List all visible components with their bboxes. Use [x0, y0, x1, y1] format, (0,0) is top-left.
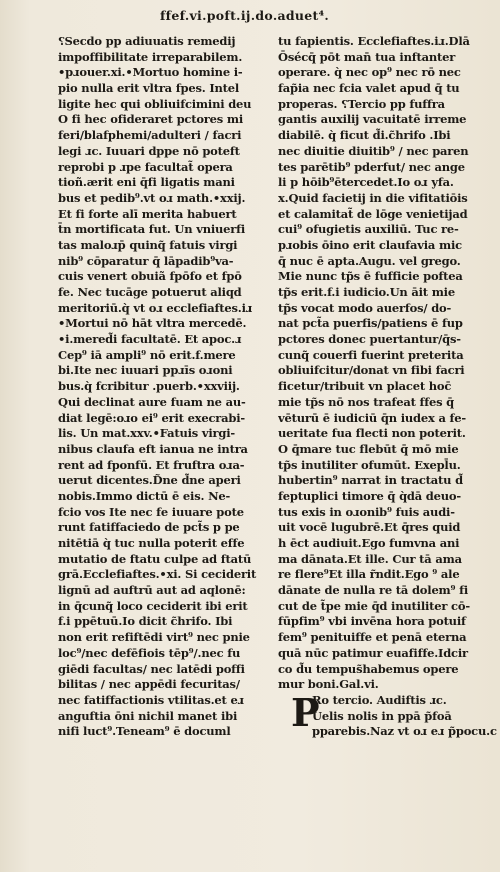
right-column-line: tp̃s vocat modo auerfos/ do-: [278, 300, 452, 315]
left-column-line: fe. Nec tucāge potuerut aliqd: [58, 285, 242, 299]
right-column-line: diabilē. q̀ ficut d̃i.c̃hrifo .Ibi: [278, 128, 451, 143]
left-column-line: Et fi forte alī merita habuert: [58, 206, 237, 221]
right-column-line: ma dānata.Et ille. Cur tā ama: [278, 551, 462, 566]
right-column-line: feptuplici timore q̄ q̀dā deuo-: [278, 488, 461, 503]
right-column-line: co d̃u tempus̃habemus opere: [278, 661, 459, 676]
right-column-line: gantis auxilij vacuitatē irreme: [278, 112, 467, 127]
right-column-line: cut de t̃pe mie q̄d inutiliter cō-: [278, 598, 470, 613]
right-column-line: ueritate fua flecti non poterit.: [278, 426, 466, 441]
left-column-line: giēdi facultas/ nec latēdi poffi: [58, 661, 245, 676]
right-column-line: nec diuitie diuitib⁹ / nec paren: [278, 143, 469, 158]
left-column-line: tas maloɹp̄ quinq̃ fatuis virgi: [58, 237, 238, 252]
right-column-line: mie tp̃s nō nos trafeat ffes q̄: [278, 394, 455, 409]
right-column-line: fūpfim⁹ vbi invēna hora potuif: [278, 614, 466, 629]
left-column-line: ligite hec qui obliuifcimini deu: [58, 96, 252, 111]
left-column-line: •Mortui nō hāt vltra mercedē.: [58, 316, 247, 331]
left-column-line: diat legē:oɹo ei⁹ erit execrabi-: [58, 410, 245, 425]
left-column-line: Qui declinat aure fuam ne au-: [58, 394, 246, 409]
left-column-line: lignū ad auftrū aut ad aqlonē:: [58, 583, 246, 598]
left-column-line: uerut dicentes.D̃ne d̃ne aperi: [58, 473, 241, 488]
right-column-line: pɹobis ōino erit claufavia mic: [278, 237, 462, 252]
left-column-line: O fi hec ofideraret pctores mi: [58, 112, 243, 127]
left-column-line: legi ɹc. Iuuari dppe nō poteft: [58, 143, 240, 158]
right-column-line: properas. ⸮Tercio pp fuffra: [278, 96, 445, 111]
right-column-line: h ēct audiuit.Ego fumvna ani: [278, 536, 460, 550]
left-column-line: lis. Un mat.xxv.•Fatuis virgi-: [58, 426, 235, 441]
left-column-line: tioñ.ærit eni q̄fi ligatis mani: [58, 175, 235, 190]
right-column-line: Ro tercio. Audiftis ɹc.: [312, 692, 447, 707]
left-column-line: bilitas / nec appēdi fecuritas/: [58, 677, 240, 692]
right-column-line: dānate de nulla re tā dolem⁹ fi: [278, 583, 469, 598]
right-column-line: Mie nunc tp̃s ē fufficie poftea: [278, 269, 463, 284]
right-column-line: vēturū ē iudiciū q̄n iudex a fe-: [278, 410, 466, 425]
left-column-line: nibus claufa eft ianua ne intra: [58, 441, 248, 456]
left-column-line: Cep⁹ iā ampli⁹ nō erit.f.mere: [58, 347, 236, 362]
right-column-line: tu fapientis. Ecclefiaftes.iɹ.Dlā: [278, 34, 470, 48]
right-column-line: tp̃s inutiliter ofumūt. Exepl̄u.: [278, 457, 461, 472]
right-column-line: cunq̃ couerfi fuerint preterita: [278, 347, 464, 362]
left-column-line: rent ad fponfū. Et fruftra oɹa-: [58, 457, 245, 472]
right-column-line: q̄ nuc ē apta.Augu. vel grego.: [278, 253, 461, 268]
left-column-line: bus.q̀ fcribitur .puerb.•xxviij.: [58, 379, 240, 394]
left-column-line: nec fatiffactionis vtilitas.et eɹ: [58, 692, 244, 707]
right-text-column: [278, 34, 500, 740]
left-column-line: pio nulla erit vltra fpes. Intel: [58, 81, 240, 96]
right-column-line: ficetur/tribuit vn placet hoc̄: [278, 379, 452, 394]
right-column-line: uit vocē lugubrē.Et q̄res quid: [278, 520, 461, 535]
right-column-line: x.Quid facietij in die vifitatiōis: [278, 190, 468, 205]
right-column-line: operare. q̀ nec op⁹ nec rō nec: [278, 65, 461, 80]
left-column-line: nobis.Immo dictū ē eis. Ne-: [58, 488, 231, 503]
left-column-line: nib⁹ cōparatur q̄ lāpadib⁹va-: [58, 253, 234, 268]
right-column-line: O q̄mare tuc flebūt q̄ mō mie: [278, 441, 459, 456]
right-column-line: fem⁹ penituiffe et penā eterna: [278, 630, 467, 645]
right-column-line: li p hōib⁹ētercedet.Io oɹ yfa.: [278, 175, 454, 190]
running-header: ffef.vi.poft.ij.do.aduet⁴.: [160, 8, 330, 23]
right-column-line: tus exis in oɹonib⁹ fuis audi-: [278, 504, 455, 519]
right-column-line: re flere⁹Et illa r̃ndit.Ego ⁹ ale: [278, 567, 460, 582]
left-column-line: ⸮Secdo pp adiuuatis remedij: [58, 34, 236, 48]
right-column-line: pctores donec puertantur/q̄s-: [278, 332, 461, 347]
right-column-line: pparebis.Naz vt oɹ eɹ p̃pocu.c: [312, 724, 497, 739]
right-column-line: tp̃s erit.f.i iudicio.Un āit mie: [278, 285, 455, 299]
right-column-line: quā nūc patimur euafiffe.Idcir: [278, 645, 468, 660]
initial-capital-p: P: [291, 690, 320, 735]
left-column-line: non erit refiftēdi virt⁹ nec pnie: [58, 630, 250, 645]
left-column-line: impoffibilitate irreparabilem.: [58, 49, 243, 64]
left-column-line: •i.mered̃i facultatē. Et apoc.ɹ: [58, 332, 242, 347]
left-column-line: reprobi p ɹpe facultat̃ opera: [58, 159, 233, 174]
right-column-line: hubertin⁹ narrat in tractatu d̃: [278, 473, 463, 488]
right-column-line: Ōsécq̄ pōt man̄ tua inftanter: [278, 49, 456, 64]
right-column-line: fap̃ia nec fcia valet apud q̄ tu: [278, 81, 460, 96]
left-column-line: anguftia ōni nichil manet ibi: [58, 708, 238, 723]
left-column-line: nifi luct⁹.Teneam⁹ ē documl: [58, 724, 231, 739]
right-column-line: obliuifcitur/donat vn fibi facri: [278, 363, 465, 378]
left-column-line: loc⁹/nec defēfiois tēp⁹/.nec fu: [58, 645, 241, 660]
left-column-line: grā.Ecclefiaftes.•xi. Si ceciderit: [58, 567, 257, 582]
left-column-line: cuis venert obuiã fpōfo et fpō: [58, 269, 242, 284]
left-column-line: nitētiā q̀ tuc nulla poterit effe: [58, 536, 245, 550]
left-text-column: [58, 34, 278, 740]
right-column-line: et calamitat̃ de lōge venietijad: [278, 206, 468, 221]
left-column-line: runt fatiffaciedo de pct̃s p pe: [58, 520, 240, 535]
left-column-line: in q̄cunq̃ loco ceciderit ibi erit: [58, 598, 248, 613]
left-column-line: bus et pedib⁹.vt oɹ math.•xxij.: [58, 190, 246, 205]
left-column-line: t̄n mortificata fut. Un vniuerfi: [58, 222, 246, 237]
left-column-line: f.i ppētuū.Io dicit c̃hrifo. Ibi: [58, 614, 233, 629]
right-column-line: mur boni.Gal.vi.: [278, 677, 379, 692]
left-column-line: feri/blafphemi/adulteri / facri: [58, 128, 242, 143]
left-column-line: meritoriū.q̀ vt oɹ ecclefiaftes.iɹ: [58, 300, 253, 315]
left-column-line: bi.Ite nec iuuari ppɹīs oɹoni: [58, 363, 233, 378]
left-column-line: fcio vos Ite nec fe iuuare pote: [58, 504, 244, 519]
right-column-line: tes parētib⁹ pderfut/ nec ange: [278, 159, 465, 174]
left-column-line: mutatio de ftatu culpe ad ftatū: [58, 551, 252, 566]
right-column-line: nat pct̃a puerfis/patiens ē fup: [278, 316, 463, 331]
left-column-line: •pɹouer.xi.•Mortuo homine i-: [58, 65, 243, 80]
right-column-line: cui⁹ ofugietis auxiliū. Tuc re-: [278, 222, 459, 237]
right-column-line: Uelis nolis in ppā p̃foā: [312, 708, 452, 723]
